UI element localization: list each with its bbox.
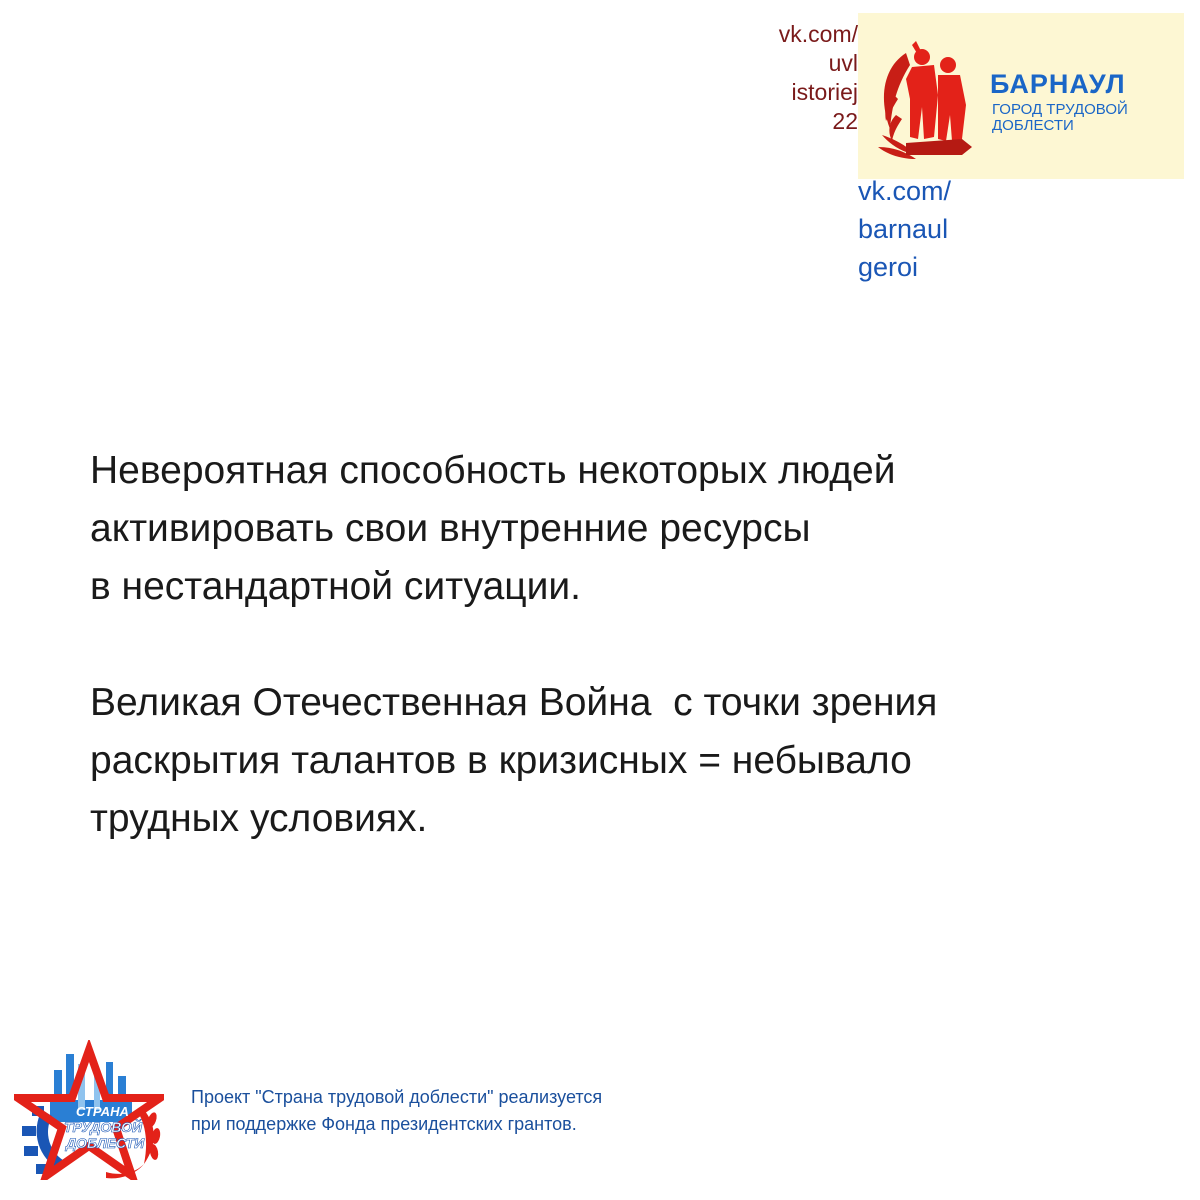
- logo-text-line: ТРУДОВОЙ: [64, 1119, 143, 1135]
- text-line: активировать свои внутренние ресурсы: [90, 507, 811, 550]
- barnaul-subtitle: [992, 102, 1172, 134]
- logo-text-line: ДОБЛЕСТИ: [66, 1135, 145, 1151]
- vk-link-uvl[interactable]: [700, 20, 858, 136]
- text-line: в нестандартной ситуации.: [90, 565, 582, 608]
- text-line: Невероятная способность некоторых людей: [90, 449, 896, 492]
- barnaul-subtitle-line: ГОРОД ТРУДОВОЙ: [992, 101, 1128, 118]
- vk-link-line: vk.com/: [858, 176, 952, 206]
- vk-link-barnaulgeroi[interactable]: [858, 172, 951, 286]
- caption-line: при поддержке Фонда президентских грантов.: [191, 1114, 577, 1134]
- vk-link-line: istoriej: [791, 79, 858, 105]
- barnaul-title: БАРНАУЛ: [990, 69, 1126, 99]
- caption-line: Проект "Страна трудовой доблести" реализуется: [191, 1087, 603, 1107]
- vk-link-line: barnaul: [858, 214, 949, 244]
- text-line: Великая Отечественная Война с точки зрения: [90, 681, 938, 724]
- monument-emblem-icon: [876, 35, 976, 163]
- vk-link-line: geroi: [858, 252, 919, 282]
- strana-trudovoy-doblesti-logo-icon: [14, 1040, 164, 1180]
- vk-link-line: vk.com/: [778, 21, 858, 47]
- logo-text-line: СТРАНА: [76, 1104, 129, 1119]
- main-text: [90, 442, 1150, 848]
- barnaul-logo: [858, 13, 1184, 179]
- paragraph-gap: [90, 616, 1150, 674]
- vk-link-line: 22: [832, 108, 858, 134]
- barnaul-subtitle-line: ДОБЛЕСТИ: [992, 117, 1074, 134]
- vk-link-line: uvl: [828, 50, 858, 76]
- text-line: трудных условиях.: [90, 797, 428, 840]
- paragraph-1: [90, 442, 1150, 616]
- paragraph-2: [90, 674, 1150, 848]
- grant-caption: [191, 1084, 602, 1138]
- text-line: раскрытия талантов в кризисных = небывало: [90, 739, 912, 782]
